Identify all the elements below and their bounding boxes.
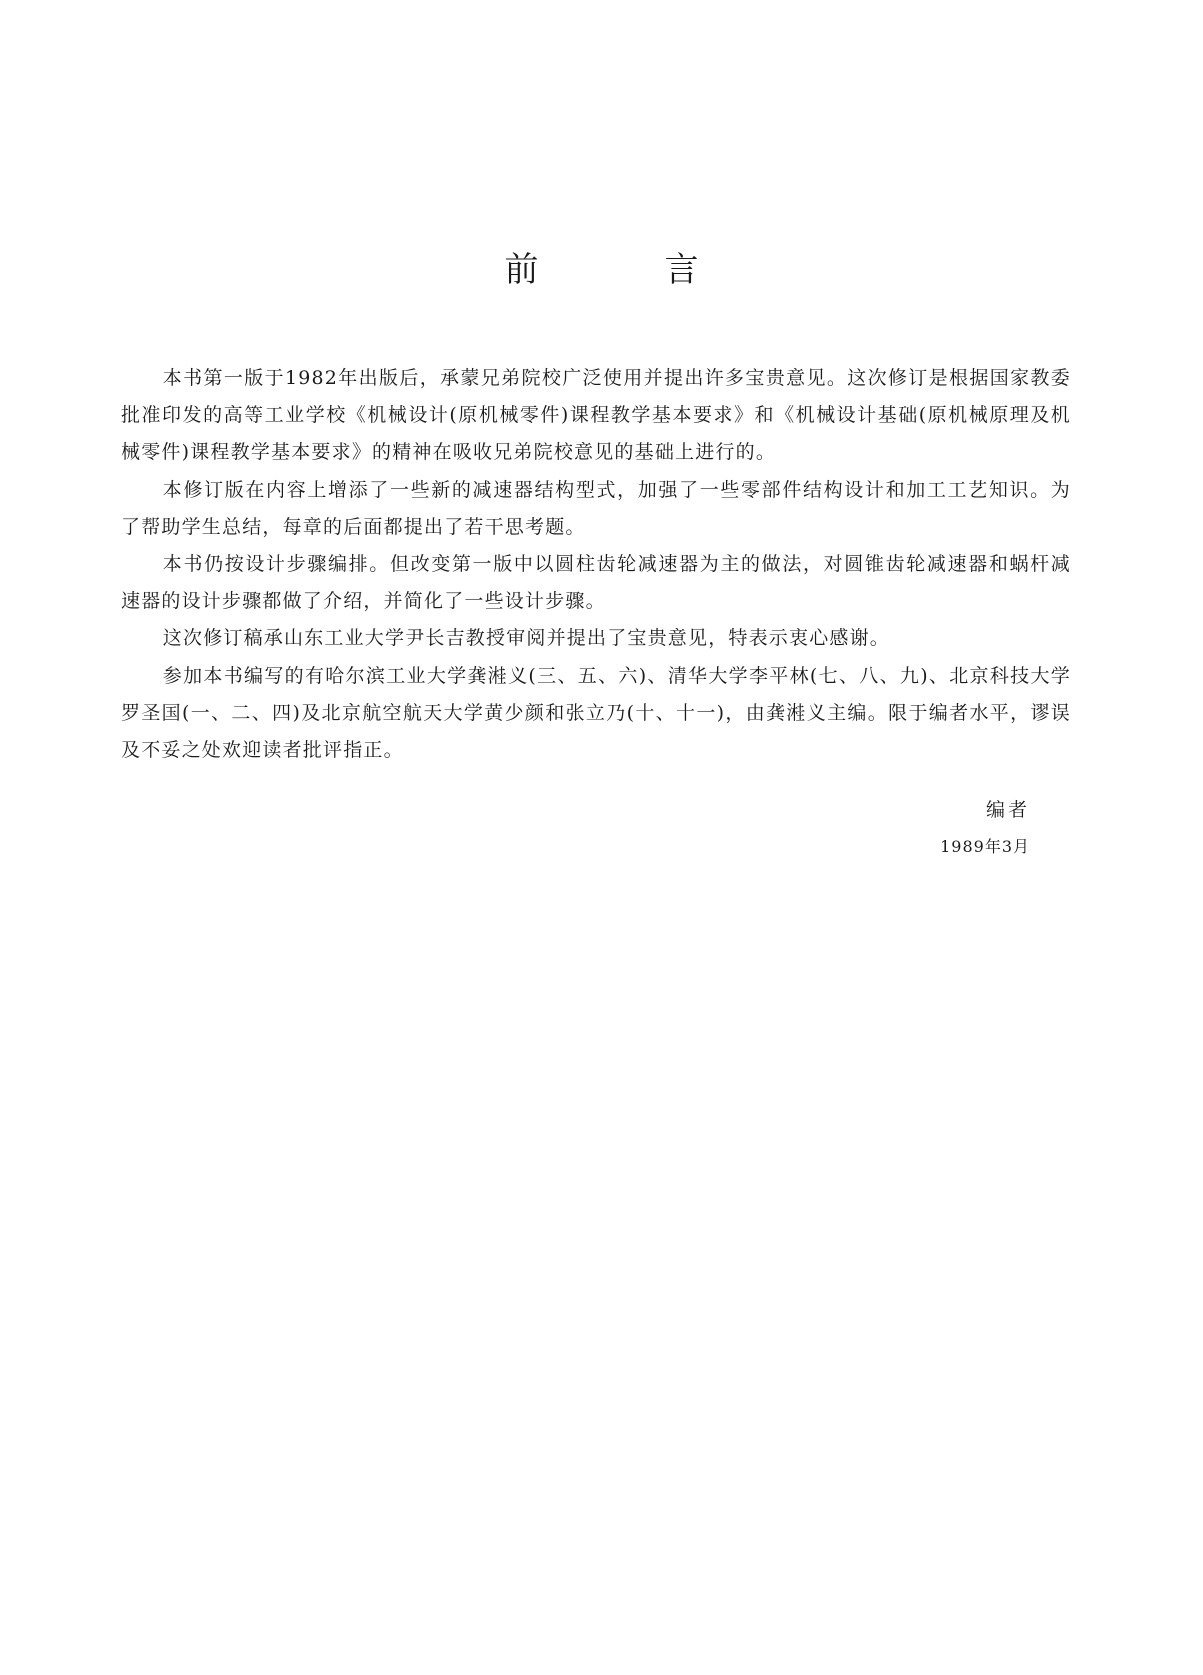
page-title: 前 言: [504, 250, 745, 290]
signature-date: 1989年3月: [940, 837, 1030, 856]
paragraph-2: 本修订版在内容上增添了一些新的减速器结构型式，加强了一些零部件结构设计和加工工艺知识。为了帮助学生总结，每章的后面都提出了若干思考题。: [121, 478, 1071, 538]
paragraph-3: 本书仍按设计步骤编排。但改变第一版中以圆柱齿轮减速器为主的做法，对圆锥齿轮减速器和蜗杆减速器的设计步骤都做了介绍，并简化了一些设计步骤。: [121, 553, 1071, 613]
paragraph-1: 本书第一版于1982年出版后，承蒙兄弟院校广泛使用并提出许多宝贵意见。这次修订是根据国家教委批准印发的高等工业学校《机械设计(原机械零件)课程教学基本要求》和《机械设计基础(原机械原理及机械零件)课程教学基本要求》的精神在吸收兄弟院校意见的基础上进行的。: [121, 367, 1071, 464]
signature-author: 编者: [985, 799, 1030, 821]
preface-body: [121, 360, 1071, 769]
paragraph-5: 参加本书编写的有哈尔滨工业大学龚溎义(三、五、六)、清华大学李平林(七、八、九)、北京科技大学罗圣国(一、二、四)及北京航空航天大学黄少颜和张立乃(十、十一)，由龚溎义主编。限于编者水平，谬误及不妥之处欢迎读者批评指正。: [121, 664, 1071, 762]
paragraph-4: 这次修订稿承山东工业大学尹长吉教授审阅并提出了宝贵意见，特表示衷心感谢。: [162, 627, 890, 650]
